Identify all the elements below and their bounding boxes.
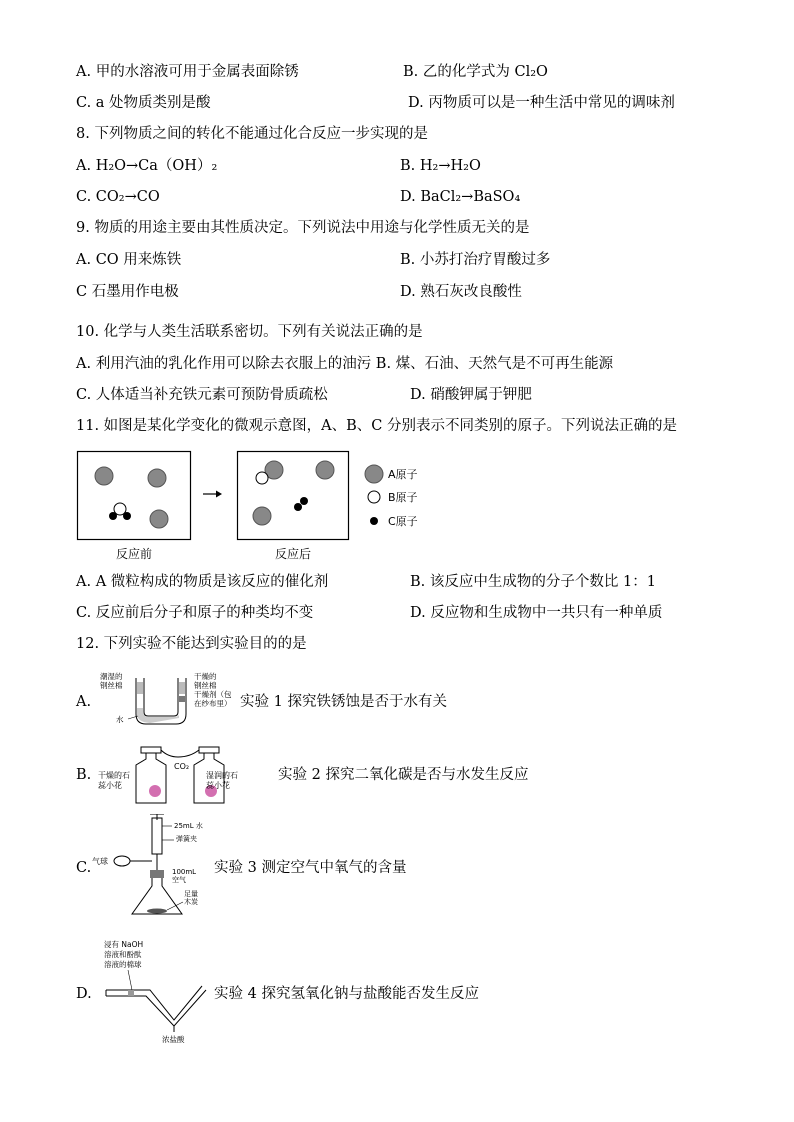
q7-option-d: D. 丙物质可以是一种生活中常见的调味剂	[408, 95, 675, 111]
steel-wool-right	[179, 682, 185, 694]
a-atom	[150, 510, 168, 528]
q9-stem: 9. 物质的用途主要由其性质决定。下列说法中用途与化学性质无关的是	[76, 220, 530, 236]
caption-before: 反应前	[115, 547, 153, 561]
q8-option-d: D. BaCl₂→BaSO₄	[400, 189, 521, 205]
label-desiccant: 干燥剂（包	[194, 690, 232, 699]
label-charcoal: 木炭	[184, 898, 198, 906]
label-dry: 干燥的	[194, 672, 217, 681]
label-dry-litmus-2: 蕊小花	[98, 781, 122, 790]
label-gauze: 在纱布里）	[194, 699, 232, 708]
c-atom	[300, 497, 308, 505]
q12-c-letter: C.	[76, 860, 92, 876]
label-clamp: 弹簧夹	[176, 835, 197, 843]
b-atom	[256, 472, 268, 484]
label-conc-hcl: 浓盐酸	[162, 1035, 185, 1044]
q9-option-a: A. CO 用来炼铁	[76, 252, 182, 268]
experiment-3-diagram	[92, 814, 212, 920]
experiment-1-diagram	[90, 670, 240, 730]
q7-option-a: A. 甲的水溶液可用于金属表面除锈	[76, 64, 299, 80]
label-co2: CO₂	[174, 762, 190, 771]
label-dry-litmus-1: 干燥的石	[98, 771, 130, 780]
label-water: 水	[116, 715, 124, 724]
q12-a-letter: A.	[76, 694, 92, 710]
q12-b-text: 实验 2 探究二氧化碳是否与水发生反应	[278, 767, 529, 783]
label-100ml: 100mL	[172, 868, 197, 876]
legend-b-icon	[368, 491, 380, 503]
q7-option-b: B. 乙的化学式为 Cl₂O	[403, 64, 548, 80]
label-wet: 潮湿的	[100, 672, 123, 681]
caption-after: 反应后	[274, 547, 312, 561]
q11-option-d: D. 反应物和生成物中一共只有一种单质	[410, 605, 663, 621]
a-atom	[95, 467, 113, 485]
q8-option-c: C. CO₂→CO	[76, 189, 160, 205]
gas-tube	[161, 750, 199, 757]
q12-d-text: 实验 4 探究氢氧化钠与盐酸能否发生反应	[214, 986, 479, 1002]
stopper	[150, 870, 164, 878]
arrow-head-icon	[216, 491, 222, 498]
label-wet-litmus-1: 湿润的石	[206, 771, 238, 780]
a-atom	[253, 507, 271, 525]
legend-c-label: C原子	[388, 515, 418, 528]
legend-b-label: B原子	[388, 491, 418, 504]
q8-stem: 8. 下列物质之间的转化不能通过化合反应一步实现的是	[76, 126, 428, 142]
pointer-cotton	[128, 970, 132, 990]
u-tube-inner	[144, 678, 178, 716]
label-25ml-water: 25mL 水	[174, 822, 203, 830]
v-tube-top	[106, 986, 202, 1020]
experiment-4-diagram	[100, 938, 212, 1046]
q9-option-d: D. 熟石灰改良酸性	[400, 284, 522, 300]
label-naoh-3: 溶液的棉球	[104, 960, 142, 969]
q10-stem: 10. 化学与人类生活联系密切。下列有关说法正确的是	[76, 324, 423, 340]
q9-option-c: C 石墨用作电极	[76, 284, 179, 300]
q10-option-d: D. 硝酸钾属于钾肥	[410, 387, 532, 403]
q12-stem: 12. 下列实验不能达到实验目的的是	[76, 636, 307, 652]
legend-a-icon	[365, 465, 383, 483]
bottle-2-neck	[199, 747, 219, 753]
pointer-charcoal	[167, 902, 183, 910]
v-tube-bottom	[106, 990, 206, 1026]
a-atom	[316, 461, 334, 479]
label-naoh-2: 溶液和酚酞	[104, 950, 142, 959]
bottle-1	[136, 753, 166, 803]
q11-option-a: A. A 微粒构成的物质是该反应的催化剂	[76, 574, 329, 590]
steel-wool-left	[137, 682, 143, 694]
balloon	[114, 856, 130, 866]
q11-option-b: B. 该反应中生成物的分子个数比 1：1	[410, 574, 656, 590]
c-atom	[294, 503, 302, 511]
legend-a-label: A原子	[388, 468, 418, 481]
q12-d-letter: D.	[76, 986, 92, 1002]
q10-option-c: C. 人体适当补充铁元素可预防骨质疏松	[76, 387, 328, 403]
bottle-1-neck	[141, 747, 161, 753]
syringe	[152, 818, 162, 854]
cotton-ball	[128, 990, 134, 996]
label-naoh-1: 浸有 NaOH	[104, 940, 144, 949]
label-balloon: 气球	[92, 857, 108, 866]
charcoal	[147, 909, 167, 914]
desiccant-bag	[179, 696, 185, 702]
label-sufficient: 足量	[184, 890, 198, 898]
label-steel-wool-2: 钢丝棉	[194, 681, 217, 690]
experiment-2-diagram	[98, 745, 278, 805]
before-box	[78, 452, 191, 540]
q7-option-c: C. a 处物质类别是酸	[76, 95, 211, 111]
label-steel-wool-1: 钢丝棉	[100, 681, 123, 690]
dry-litmus-flower-icon	[149, 785, 161, 797]
q8-option-b: B. H₂→H₂O	[400, 158, 481, 174]
a-atom	[148, 469, 166, 487]
q10-option-ab: A. 利用汽油的乳化作用可以除去衣服上的油污 B. 煤、石油、天然气是不可再生能源	[76, 356, 614, 372]
q9-option-b: B. 小苏打治疗胃酸过多	[400, 252, 551, 268]
q12-b-letter: B.	[76, 767, 92, 783]
q12-a-text: 实验 1 探究铁锈蚀是否于水有关	[240, 694, 447, 710]
c-atom	[109, 512, 117, 520]
q11-stem: 11. 如图是某化学变化的微观示意图，A、B、C 分别表示不同类别的原子。下列说法正确的是	[76, 418, 677, 434]
c-atom	[123, 512, 131, 520]
q11-micro-diagram	[76, 448, 456, 566]
q12-c-text: 实验 3 测定空气中氧气的含量	[214, 860, 407, 876]
q8-option-a: A. H₂O→Ca（OH）₂	[76, 158, 218, 174]
label-wet-litmus-2: 蕊小花	[206, 781, 230, 790]
q11-option-c: C. 反应前后分子和原子的种类均不变	[76, 605, 314, 621]
legend-c-icon	[370, 517, 378, 525]
label-air: 空气	[172, 876, 186, 884]
